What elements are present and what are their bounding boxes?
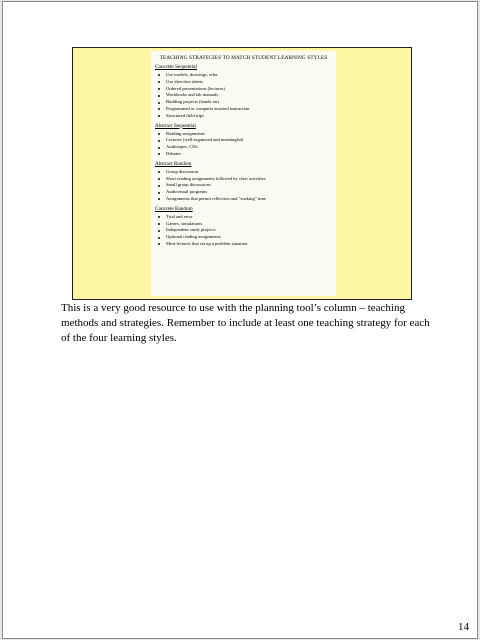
bullet-icon <box>158 88 160 90</box>
bullet-icon <box>158 102 160 104</box>
bullet-icon <box>158 230 160 232</box>
list-item <box>158 234 336 241</box>
bullet-icon <box>158 185 160 187</box>
list-item <box>158 137 336 144</box>
list-item <box>158 241 336 248</box>
list-item-text: Small group discussions <box>166 182 211 188</box>
list-item-text: Use models, drawings, relia <box>166 72 218 77</box>
list-item-text: Debates <box>166 150 181 156</box>
bullet-icon <box>158 171 160 173</box>
bullet-icon <box>158 140 160 142</box>
bullet-icon <box>158 223 160 225</box>
list-item <box>158 221 336 228</box>
list-item-text: Programmed or computer assisted instruction <box>166 105 250 111</box>
list-item <box>158 72 336 79</box>
list-item-text: Reading assignments <box>166 130 205 136</box>
page-caption: This is a very good resource to use with the planning tool’s column – teaching methods and strategies. Remember to include at least one teaching strategy for each of the four learning styles. <box>61 302 430 344</box>
list-item <box>158 182 336 189</box>
page-number: 14 <box>458 621 469 633</box>
list-item <box>158 169 336 176</box>
list-item-text: Group discussion <box>166 168 199 174</box>
list-item <box>158 144 336 151</box>
section-heading: Abstract Random <box>155 160 192 167</box>
bullet-icon <box>158 147 160 149</box>
strategy-sections <box>151 64 336 248</box>
list-item-text: Audiotapes, CDs <box>166 144 198 150</box>
list-item <box>158 79 336 86</box>
bullet-icon <box>158 178 160 180</box>
list-item-text: Independent study projects <box>166 227 216 233</box>
bullet-icon <box>158 133 160 135</box>
list-item-text: Use direction sheets <box>166 78 203 84</box>
document-page <box>2 1 478 639</box>
list-item-text: Lectures (well-organized and meaningful) <box>166 137 244 143</box>
list-item <box>158 92 336 99</box>
strategy-list <box>151 214 336 248</box>
list-item <box>158 189 336 196</box>
bullet-icon <box>158 115 160 117</box>
bullet-icon <box>158 153 160 155</box>
list-item-text: Assignments that permit reflection and "soaking" time <box>166 195 266 201</box>
bullet-icon <box>158 198 160 200</box>
list-item-text: Audiovisual programs <box>166 189 207 195</box>
handout-title: TEACHING STRATEGIES TO MATCH STUDENT LEARNING STYLES <box>159 55 328 61</box>
section-heading: Abstract Sequential <box>155 122 196 129</box>
bullet-icon <box>158 243 160 245</box>
bullet-icon <box>158 95 160 97</box>
list-item-text: Structured field trips <box>166 112 205 118</box>
list-item <box>158 86 336 93</box>
bullet-icon <box>158 192 160 194</box>
section-heading: Concrete Random <box>155 205 193 212</box>
list-item <box>158 113 336 120</box>
list-item <box>158 227 336 234</box>
list-item-text: Workbooks and lab manuals <box>166 92 219 98</box>
list-item <box>158 106 336 113</box>
list-item-text: Mini-lectures that set up a problem situation <box>166 240 248 246</box>
list-item-text: Building projects (hands-on) <box>166 99 219 105</box>
list-item-text: Ordered presentations (lectures) <box>166 85 225 91</box>
list-item <box>158 214 336 221</box>
list-item <box>158 151 336 158</box>
strategies-handout <box>151 51 336 296</box>
strategy-list <box>151 72 336 120</box>
bullet-icon <box>158 108 160 110</box>
bullet-icon <box>158 237 160 239</box>
list-item <box>158 176 336 183</box>
list-item-text: Short reading assignments followed by class activities <box>166 175 266 181</box>
bullet-icon <box>158 74 160 76</box>
list-item-text: Optional reading assignments <box>166 234 221 240</box>
bullet-icon <box>158 81 160 83</box>
strategy-list <box>151 131 336 158</box>
list-item <box>158 99 336 106</box>
strategy-list <box>151 169 336 203</box>
list-item <box>158 131 336 138</box>
slide-image <box>72 47 412 300</box>
list-item <box>158 196 336 203</box>
list-item-text: Trial and error <box>166 213 193 219</box>
section-heading: Concrete Sequential <box>155 64 197 70</box>
bullet-icon <box>158 216 160 218</box>
list-item-text: Games, simulations <box>166 220 203 226</box>
